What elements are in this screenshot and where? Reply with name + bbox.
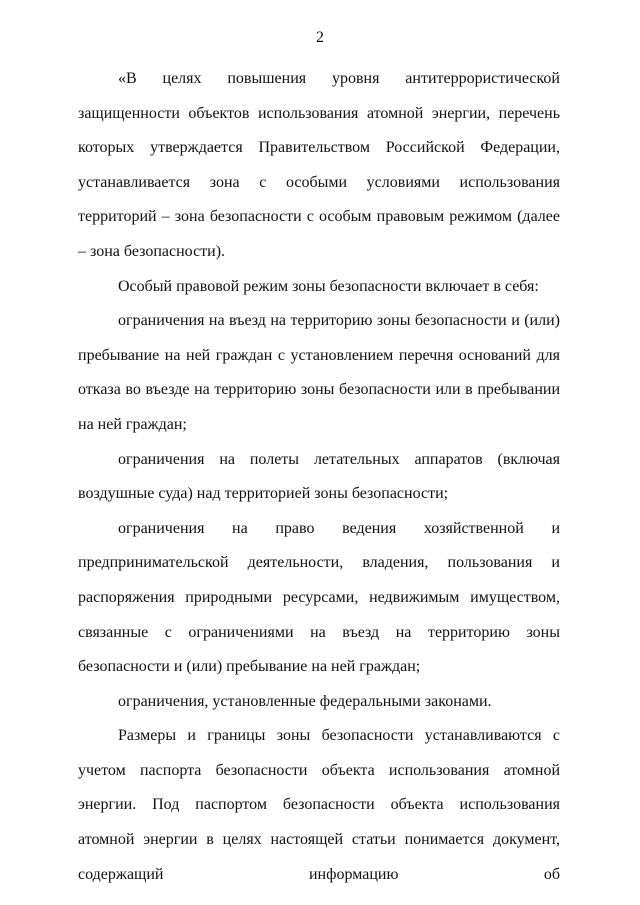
- paragraph-security-zone-intro: «В целях повышения уровня антитеррористической защищенности объектов использования атомной энергии, перечень которых утверждается Правительством Российской Федерации, устанавливается зона с особыми условиями использования территорий – зона безопасности с особым правовым режимом (далее – зона безопасности).: [78, 70, 560, 260]
- paragraph-flight-restrictions: ограничения на полеты летательных аппаратов (включая воздушные суда) над территорией зоны безопасности;: [78, 450, 560, 503]
- paragraph-legal-regime-includes: Особый правовой режим зоны безопасности включает в себя:: [118, 277, 539, 295]
- document-body: [78, 62, 560, 892]
- page-number: 2: [316, 29, 324, 46]
- paragraph-entry-restrictions: ограничения на въезд на территорию зоны безопасности и (или) пребывание на ней граждан с установлением перечня оснований для отказа во въезде на территорию зоны безопасности или в пребывании на ней граждан;: [78, 312, 560, 433]
- paragraph-federal-law-restrictions: ограничения, установленные федеральными законами.: [118, 692, 492, 710]
- paragraph-zone-boundaries: Размеры и границы зоны безопасности устанавливаются с учетом паспорта безопасности объекта использования атомной энергии. Под паспортом безопасности объекта использования атомной энергии в целях настоящей статьи понимается документ, содержащий информацию об: [78, 727, 560, 883]
- paragraph-economic-restrictions: ограничения на право ведения хозяйственной и предпринимательской деятельности, владения, пользования и распоряжения природными ресурсами, недвижимым имуществом, связанные с ограничениями на въезд на территорию зоны безопасности и (или) пребывание на ней граждан;: [78, 519, 560, 676]
